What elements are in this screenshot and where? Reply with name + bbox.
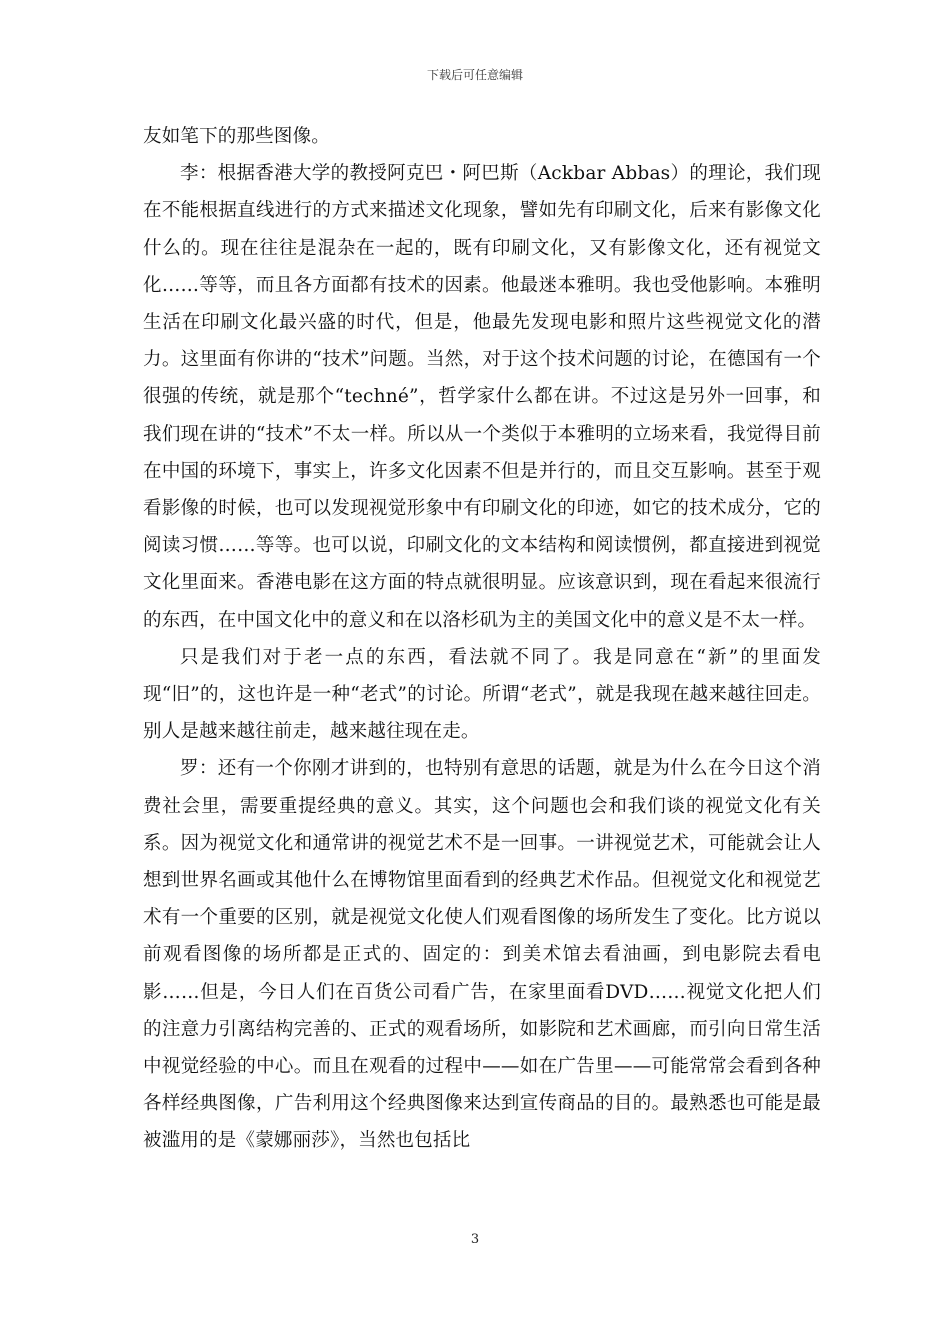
page-number: 3 [470,1232,480,1247]
paragraph-old-style: 只是我们对于老一点的东西，看法就不同了。我是同意在“新”的里面发现“旧”的，这也许是一种“老式”的讨论。所谓“老式”，就是我现在越来越往回走。别人是越来越往前走，越来越往现在走。 [143,646,821,743]
paragraph-luo: 罗：还有一个你刚才讲到的，也特别有意思的话题，就是为什么在今日这个消费社会里，需要重提经典的意义。其实，这个问题也会和我们谈的视觉文化有关系。因为视觉文化和通常讲的视觉艺术不是一回事。一讲视觉艺术，可能就会让人想到世界名画或其他什么在博物馆里面看到的经典艺术作品。但视觉文化和视觉艺术有一个重要的区别，就是视觉文化使人们观看图像的场所发生了变化。比方说以前观看图像的场所都是正式的、固定的：到美术馆去看油画，到电影院去看电影……但是，今日人们在百货公司看广告，在家里面看DVD……视觉文化把人们的注意力引离结构完善的、正式的观看场所，如影院和艺术画廊，而引向日常生活中视觉经验的中心。而且在观看的过程中——如在广告里——可能常常会看到各种各样经典图像，广告利用这个经典图像来达到宣传商品的目的。最熟悉也可能是最被滥用的是《蒙娜丽莎》，当然也包括比 [143,758,821,1152]
paragraph-li: 李：根据香港大学的教授阿克巴・阿巴斯（Ackbar Abbas）的理论，我们现在不能根据直线进行的方式来描述文化现象，譬如先有印刷文化，后来有影像文化什么的。现在往往是混杂在一起的，既有印刷文化，又有影像文化，还有视觉文化……等等，而且各方面都有技术的因素。他最迷本雅明。我也受他影响。本雅明生活在印刷文化最兴盛的时代，但是，他最先发现电影和照片这些视觉文化的潜力。这里面有你讲的“技术”问题。当然，对于这个技术问题的讨论，在德国有一个很强的传统，就是那个“techné”，哲学家什么都在讲。不过这是另外一回事，和我们现在讲的“技术”不太一样。所以从一个类似于本雅明的立场来看，我觉得目前在中国的环境下，事实上，许多文化因素不但是并行的，而且交互影响。甚至于观看影像的时候，也可以发现视觉形象中有印刷文化的印迹，如它的技术成分，它的阅读习惯……等等。也可以说，印刷文化的文本结构和阅读惯例，都直接进到视觉文化里面来。香港电影在这方面的特点就很明显。应该意识到，现在看起来很流行的东西，在中国文化中的意义和在以洛杉矶为主的美国文化中的意义是不太一样。 [143,163,821,631]
body-text [143,118,821,1160]
paragraph-continuation: 友如笔下的那些图像。 [143,126,331,147]
page-header: 下载后可任意编辑 [426,68,523,82]
